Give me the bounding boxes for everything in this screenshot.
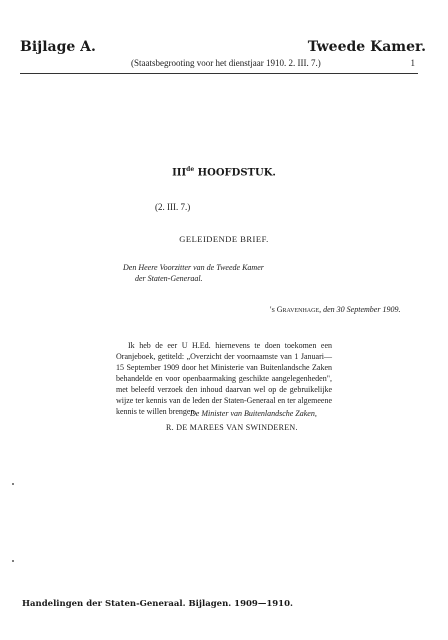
letter-date: den 30 September 1909. bbox=[323, 305, 401, 314]
reference-code: (2. III. 7.) bbox=[155, 202, 191, 212]
addressee-line-2: der Staten-Generaal. bbox=[135, 274, 203, 283]
addressee-line-1: Den Heere Voorzitter van de Tweede Kamer bbox=[123, 263, 264, 272]
header-right-label: Tweede Kamer. bbox=[307, 39, 426, 55]
scan-speck bbox=[12, 560, 14, 562]
place-date bbox=[270, 305, 400, 314]
header-subtitle: (Staatsbegrooting voor het dienstjaar 1910. 2. III. 7.) bbox=[131, 58, 321, 68]
header-left-label: Bijlage A. bbox=[20, 39, 96, 55]
chapter-suffix: de bbox=[186, 166, 195, 173]
chapter-heading bbox=[0, 166, 448, 178]
header-divider bbox=[20, 73, 418, 74]
place-name: 's Gravenhage, bbox=[270, 305, 322, 314]
letter-title: GELEIDENDE BRIEF. bbox=[179, 234, 269, 244]
chapter-title: HOOFDSTUK. bbox=[197, 167, 276, 179]
footer-citation: Handelingen der Staten-Generaal. Bijlagen. 1909—1910. bbox=[22, 599, 293, 609]
page-number: 1 bbox=[410, 58, 415, 68]
chapter-roman: III bbox=[172, 167, 187, 179]
signer-role: De Minister van Buitenlandsche Zaken, bbox=[190, 409, 317, 418]
letter-body bbox=[116, 340, 332, 417]
scan-speck bbox=[12, 483, 14, 485]
signer-name: R. DE MAREES VAN SWINDEREN. bbox=[166, 423, 298, 432]
body-paragraph: Ik heb de eer U H.Ed. hiernevens te doen toekomen een Oranjeboek, getiteld: „Overzicht der voornaamste van 1 Januari—15 September 1909 door het Ministerie van Buitenlandsche Zaken behandelde en voor openbaarmaking geschikte aangelegenheden", met beleefd verzoek den inhoud daarvan wel op de gebruikelijke wijze ter kennis van de leden der Staten-Generaal en ter algemeene kennis te willen brengen. bbox=[116, 341, 332, 416]
